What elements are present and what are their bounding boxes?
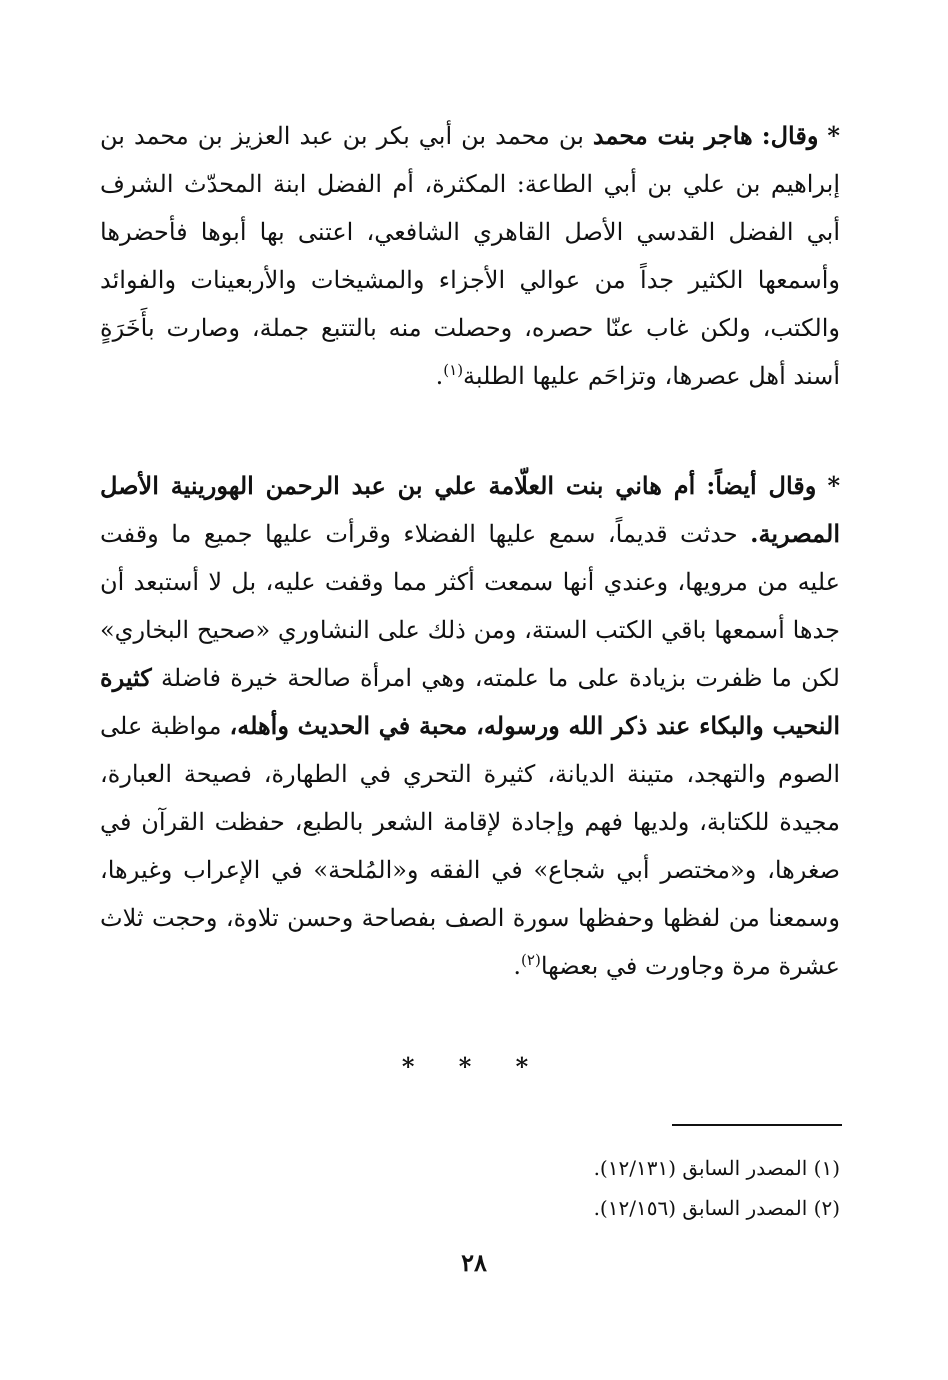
- paragraph-end: .: [513, 952, 522, 980]
- footnote-divider: [672, 1124, 842, 1126]
- paragraph-lead: وقال:: [761, 121, 819, 150]
- footnote-1: (١) المصدر السابق (١٢/١٣١).: [593, 1156, 840, 1180]
- page-number: ٢٨: [461, 1248, 487, 1277]
- section-separator: * * *: [401, 1052, 547, 1081]
- asterisk-marker: *: [827, 471, 840, 500]
- asterisk-marker: *: [827, 121, 840, 150]
- footnote-reference: (١): [443, 361, 464, 379]
- paragraph-hajar: [100, 112, 840, 400]
- paragraph-text: بن محمد بن أبي بكر بن عبد العزيز بن محمد بن إبراهيم بن علي بن أبي الطاعة: المكثرة، أم الفضل ابنة المحدّث الشرف أبي الفضل القدسي الأصل القاهري الشافعي، اعتنى بها أبوها فأحضرها وأسمعها الكثير جداً من عوالي الأجزاء والمشيخات والأربعينات والفوائد والكتب، ولكن غاب عنّا حصره، وحصلت منه بالتتبع جملة، وصارت بأَخَرَةٍ أسند أهل عصرها، وتزاحَم عليها الطلبة: [100, 122, 840, 390]
- footnotes: [100, 1148, 840, 1228]
- emphasized-text: كثيرة النحيب والبكاء عند ذكر الله ورسوله، محبة في الحديث وأهله،: [100, 663, 840, 740]
- paragraph-text: حدثت قديماً، سمع عليها الفضلاء وقرأت عليها جميع ما وقفت عليه من مرويها، وعندي أنها سمعت أكثر مما وقفت عليه، بل لا أستبعد أن جدها أسمعها باقي الكتب الستة، ومن ذلك على النشاوري «صحيح البخاري» لكن ما ظفرت بزيادة على ما علمته، وهي امرأة صالحة خيرة فاضلة: [100, 520, 840, 692]
- person-name: هاجر بنت محمد: [592, 121, 753, 150]
- footnote-2: (٢) المصدر السابق (١٢/١٥٦).: [593, 1196, 840, 1220]
- paragraph-lead: وقال أيضاً:: [706, 471, 817, 500]
- paragraph-end: .: [435, 362, 444, 390]
- footnote-reference: (٢): [521, 951, 541, 969]
- paragraph-umm-hani: [100, 462, 840, 990]
- paragraph-text-continued: مواظبة على الصوم والتهجد، متينة الديانة، كثيرة التحري في الطهارة، فصيحة العبارة، مجيدة للكتابة، ولديها فهم وإجادة لإقامة الشعر بالطبع، حفظت القرآن في صغرها، و«مختصر أبي شجاع» في الفقه و«المُلحة» في الإعراب وغيرها، وسمعنا من لفظها وحفظها سورة الصف بفصاحة وحسن تلاوة، وحجت ثلاث عشرة مرة وجاورت في بعضها: [100, 712, 840, 980]
- person-name: أم هاني بنت العلّامة علي بن عبد الرحمن الهورينية الأصل المصرية.: [100, 471, 840, 548]
